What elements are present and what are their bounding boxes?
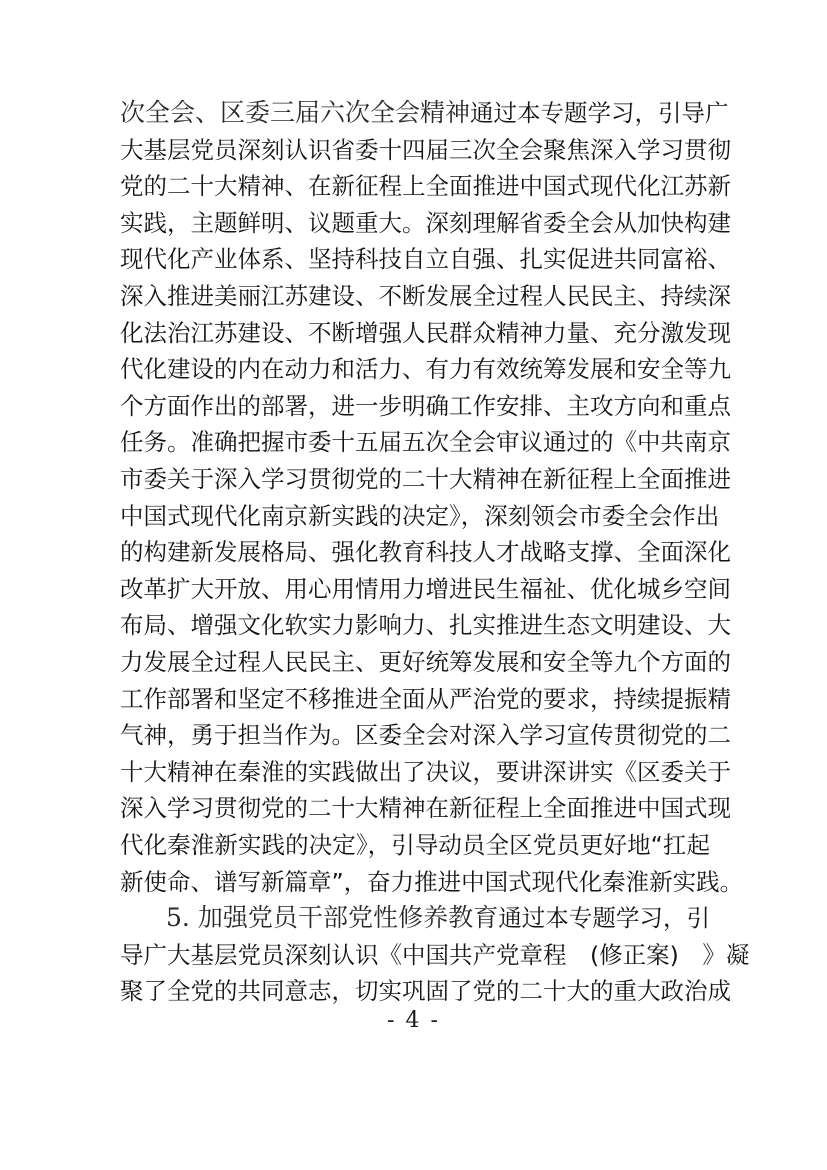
text-line	[120, 425, 731, 459]
section-heading: 5. 加强党员干部党性修养教育	[166, 903, 499, 933]
text-line	[120, 682, 731, 716]
line-text: 代化建设的内在动力和活力、有力有效统筹发展和安全等九	[120, 355, 731, 384]
section-heading: 次全会、区委三届六次全会精神	[120, 98, 471, 127]
line-text: 市委关于深入学习贯彻党的二十大精神在新征程上全面推进	[120, 465, 731, 493]
text-line	[120, 645, 731, 679]
line-text: 大基层党员深刻认识省委十四届三次全会聚焦深入学习贯彻	[120, 135, 731, 164]
line-text: 的构建新发展格局、强化教育科技人才战略支撑、全面深化	[120, 538, 731, 567]
text-line	[120, 206, 731, 240]
text-line	[120, 279, 731, 313]
line-text: 通过本专题学习，引	[498, 904, 710, 933]
line-text: 实践，主题鲜明、议题重大。深刻理解省委全会从加快构建	[120, 208, 731, 237]
text-line	[166, 901, 710, 935]
line-text: 中国式现代化南京新实践的决定》，深刻领会市委全会作出	[120, 501, 720, 530]
line-text: 改革扩大开放、用心用情用力增进民生福祉、优化城乡空间	[120, 574, 731, 603]
line-text: 代化秦淮新实践的决定》，引导动员全区党员更好地“扛起	[120, 831, 710, 859]
text-line	[120, 133, 731, 167]
line-text: 气神，勇于担当作为。区委全会对深入学习宣传贯彻党的二	[120, 721, 731, 750]
text-line	[120, 242, 731, 276]
line-text: 聚了全党的共同意志，切实巩固了党的二十大的重大政治成	[120, 977, 731, 1006]
line-text: 新使命、谱写新篇章”，奋力推进中国式现代化秦淮新实践。	[120, 867, 744, 896]
line-text: 布局、增强文化软实力影响力、扎实推进生态文明建设、大	[120, 611, 731, 640]
line-text: 个方面作出的部署，进一步明确工作安排、主攻方向和重点	[120, 391, 731, 420]
text-line	[120, 352, 731, 386]
text-line	[120, 718, 731, 752]
text-line	[120, 96, 729, 130]
line-text: 深入推进美丽江苏建设、不断发展全过程人民民主、持续深	[120, 282, 731, 310]
text-line	[120, 608, 731, 642]
text-line	[120, 938, 750, 972]
text-line	[120, 755, 731, 789]
text-line	[120, 865, 744, 899]
line-text: 党的二十大精神、在新征程上全面推进中国式现代化江苏新	[120, 172, 731, 201]
text-line	[120, 499, 720, 533]
line-text: 现代化产业体系、坚持科技自立自强、扎实促进共同富裕、	[120, 245, 731, 274]
line-text: 化法治江苏建设、不断增强人民群众精神力量、充分激发现	[120, 318, 731, 347]
line-text: 深入学习贯彻党的二十大精神在新征程上全面推进中国式现	[120, 794, 731, 823]
text-line	[120, 828, 710, 862]
text-line	[120, 791, 731, 825]
text-line	[120, 389, 731, 423]
line-text: 任务。准确把握市委十五届五次全会审议通过的《中共南京	[120, 428, 731, 457]
text-line	[120, 316, 731, 350]
text-line	[120, 974, 731, 1008]
text-line	[120, 169, 731, 203]
line-text: 十大精神在秦淮的实践做出了决议，要讲深讲实《区委关于	[120, 757, 731, 786]
page-number: - 4 -	[387, 1008, 440, 1033]
line-text: 导广大基层党员深刻认识《中国共产党章程 (修正案) 》凝	[120, 940, 750, 969]
line-text: 工作部署和坚定不移推进全面从严治党的要求，持续提振精	[120, 684, 731, 713]
line-text: 力发展全过程人民民主、更好统筹发展和安全等九个方面的	[120, 648, 731, 676]
text-line	[120, 462, 731, 496]
text-line	[120, 572, 731, 606]
line-text: 通过本专题学习，引导广	[470, 99, 729, 127]
text-line	[120, 535, 731, 569]
